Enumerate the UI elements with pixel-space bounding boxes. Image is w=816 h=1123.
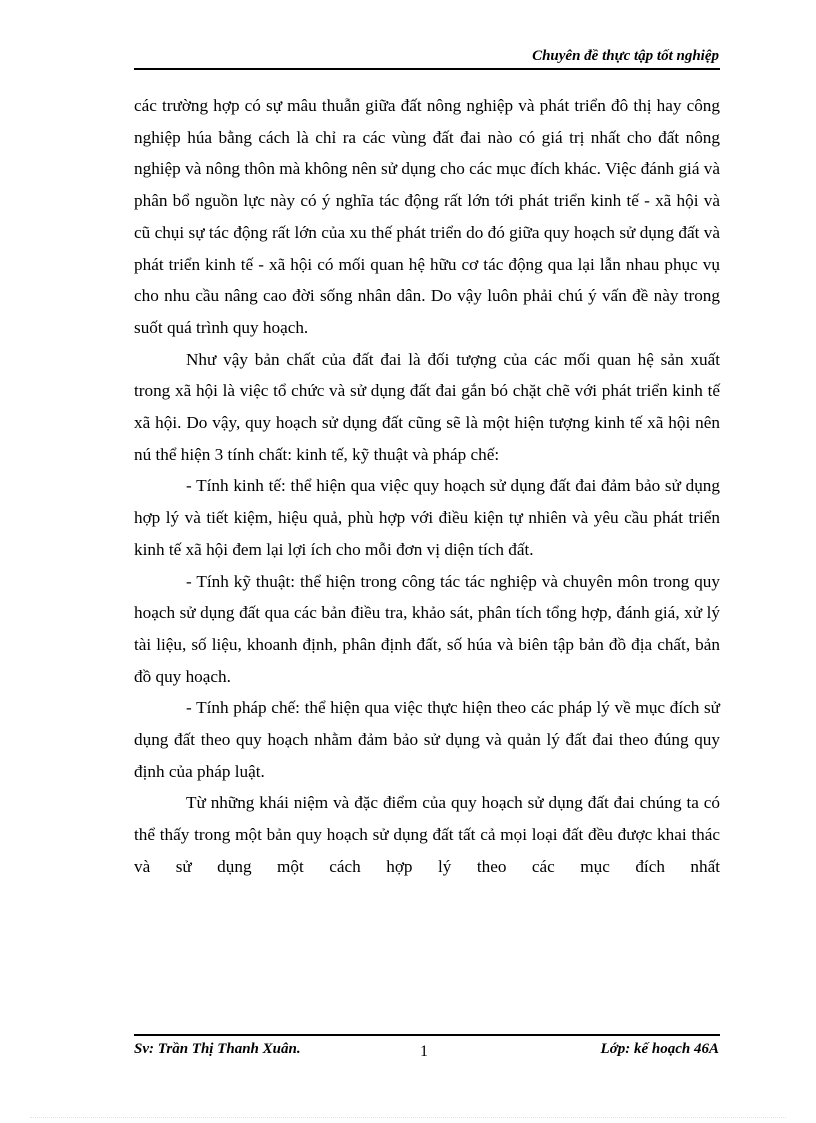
paragraph-continuation: các trường hợp có sự mâu thuẫn giữa đất nông nghiệp và phát triển đô thị hay công nghiệp húa bằng cách là chỉ ra các vùng đất đai nào có giá trị nhất cho đất nông nghiệp và nông thôn mà không nên sử dụng cho các mục đích khác. Việc đánh giá và phân bổ nguồn lực này có ý nghĩa tác động rất lớn tới phát triển kinh tế - xã hội và cũ chụi sự tác động rất lớn của xu thế phát triển do đó giữa quy hoạch sử dụng đất và phát triển kinh tế - xã hội có mối quan hệ hữu cơ tác động qua lại lẫn nhau phục vụ cho nhu cầu nâng cao đời sống nhân dân. Do vậy luôn phải chú ý vấn đề này trong suốt quá trình quy hoạch.	[134, 96, 720, 337]
paragraph: Như vậy bản chất của đất đai là đối tượng của các mối quan hệ sản xuất trong xã hội là việc tổ chức và sử dụng đất đai gắn bó chặt chẽ với phát triển kinh tế xã hội. Do vậy, quy hoạch sử dụng đất cũng sẽ là một hiện tượng kinh tế xã hội nên nú thể hiện 3 tính chất: kinh tế, kỹ thuật và pháp chế:	[134, 349, 720, 464]
footer-rule	[134, 1034, 720, 1036]
page-header-title: Chuyên đề thực tập tốt nghiệp	[532, 48, 719, 64]
paragraph: Từ những khái niệm và đặc điểm của quy hoạch sử dụng đất đai chúng ta có thể thấy trong một bản quy hoạch sử dụng đất tất cả mọi loại đất đều được khai thác và sử dụng một cách hợp lý theo các mục đích nhất	[134, 793, 720, 876]
footer-student-name: Sv: Trần Thị Thanh Xuân.	[134, 1041, 301, 1057]
paragraph-legal: - Tính pháp chế: thể hiện qua việc thực hiện theo các pháp lý về mục đích sử dụng đất theo quy hoạch nhằm đảm bảo sử dụng và quản lý đất đai theo đúng quy định của pháp luật.	[134, 698, 720, 781]
header-rule	[134, 68, 720, 70]
paragraph-economic: - Tính kinh tế: thể hiện qua việc quy hoạch sử dụng đất đai đảm bảo sử dụng hợp lý và tiết kiệm, hiệu quả, phù hợp với điều kiện tự nhiên và yêu cầu phát triển kinh tế xã hội đem lại lợi ích cho mỗi đơn vị diện tích đất.	[134, 476, 720, 559]
paragraph-technical: - Tính kỹ thuật: thể hiện trong công tác tác nghiệp và chuyên môn trong quy hoạch sử dụng đất qua các bản điều tra, khảo sát, phân tích tổng hợp, đánh giá, xử lý tài liệu, số liệu, khoanh định, phân định đất, số húa và biên tập bản đồ địa chất, bản đồ quy hoạch.	[134, 571, 720, 686]
page-bottom-dotted-divider	[30, 1117, 786, 1118]
page-number: 1	[420, 1043, 428, 1060]
page-body	[134, 90, 720, 883]
footer-class-name: Lớp: kế hoạch 46A	[600, 1041, 719, 1057]
